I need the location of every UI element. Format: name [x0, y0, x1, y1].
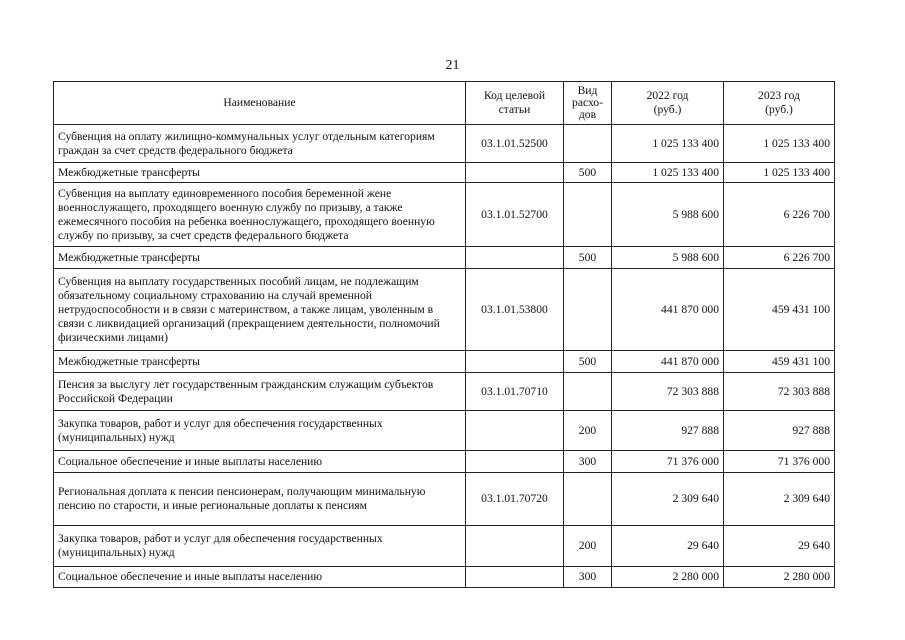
header-name: Наименование: [54, 82, 466, 125]
row-2022: 2 280 000: [612, 567, 724, 588]
row-2023: 6 226 700: [724, 183, 835, 247]
row-name: Субвенция на оплату жилищно-коммунальных услуг отдельным категориям граждан за счет средств федерального бюджета: [54, 125, 466, 163]
table-row: [54, 451, 835, 473]
table-row: [54, 567, 835, 588]
row-vid: 500: [564, 351, 612, 373]
row-2022: 29 640: [612, 526, 724, 567]
row-2022: 5 988 600: [612, 183, 724, 247]
row-name: Межбюджетные трансферты: [54, 351, 466, 373]
table-row: [54, 163, 835, 183]
table-row: [54, 247, 835, 269]
row-code: [466, 247, 564, 269]
row-code: [466, 526, 564, 567]
header-vid: Вид расхо-дов: [564, 82, 612, 125]
header-2022: 2022 год (руб.): [612, 82, 724, 125]
table-row: [54, 526, 835, 567]
row-code: 03.1.01.70710: [466, 373, 564, 411]
row-2023: 2 309 640: [724, 473, 835, 526]
row-2022: 71 376 000: [612, 451, 724, 473]
row-vid: [564, 473, 612, 526]
row-code: 03.1.01.53800: [466, 269, 564, 351]
row-code: [466, 411, 564, 451]
table-row: [54, 183, 835, 247]
row-2022: 72 303 888: [612, 373, 724, 411]
row-2022: 2 309 640: [612, 473, 724, 526]
row-2023: 1 025 133 400: [724, 163, 835, 183]
table-row: [54, 373, 835, 411]
header-code: Код целевой статьи: [466, 82, 564, 125]
table-header-row: [54, 82, 835, 125]
row-code: 03.1.01.70720: [466, 473, 564, 526]
row-name: Закупка товаров, работ и услуг для обеспечения государственных (муниципальных) нужд: [54, 411, 466, 451]
row-vid: [564, 183, 612, 247]
table-row: [54, 411, 835, 451]
row-name: Межбюджетные трансферты: [54, 247, 466, 269]
row-name: Социальное обеспечение и иные выплаты населению: [54, 567, 466, 588]
row-vid: 500: [564, 163, 612, 183]
table-row: [54, 125, 835, 163]
header-2023: 2023 год (руб.): [724, 82, 835, 125]
row-code: [466, 163, 564, 183]
row-vid: 500: [564, 247, 612, 269]
row-name: Межбюджетные трансферты: [54, 163, 466, 183]
page-number: 21: [445, 58, 460, 73]
row-vid: 200: [564, 411, 612, 451]
row-name: Пенсия за выслугу лет государственным гражданским служащим субъектов Российской Федерации: [54, 373, 466, 411]
row-2023: 71 376 000: [724, 451, 835, 473]
row-name: Закупка товаров, работ и услуг для обеспечения государственных (муниципальных) нужд: [54, 526, 466, 567]
row-2022: 441 870 000: [612, 351, 724, 373]
row-2023: 2 280 000: [724, 567, 835, 588]
row-vid: 300: [564, 451, 612, 473]
row-2023: 927 888: [724, 411, 835, 451]
row-2023: 459 431 100: [724, 351, 835, 373]
row-2023: 72 303 888: [724, 373, 835, 411]
row-name: Региональная доплата к пенсии пенсионерам, получающим минимальную пенсию по старости, и иные региональные доплаты к пенсиям: [54, 473, 466, 526]
row-code: [466, 351, 564, 373]
row-code: 03.1.01.52500: [466, 125, 564, 163]
row-code: [466, 451, 564, 473]
row-2022: 5 988 600: [612, 247, 724, 269]
row-code: 03.1.01.52700: [466, 183, 564, 247]
row-name: Субвенция на выплату государственных пособий лицам, не подлежащим обязательному социальному страхованию на случай временной нетрудоспособности и в связи с материнством, а также лицам, уволенным в связи с ликвидацией организаций (прекращением деятельности, полномочий физическими лицами): [54, 269, 466, 351]
row-2023: 1 025 133 400: [724, 125, 835, 163]
row-2022: 441 870 000: [612, 269, 724, 351]
budget-table: [53, 81, 835, 588]
table-row: [54, 351, 835, 373]
row-code: [466, 567, 564, 588]
row-2022: 1 025 133 400: [612, 125, 724, 163]
row-vid: [564, 269, 612, 351]
table-row: [54, 269, 835, 351]
row-2023: 459 431 100: [724, 269, 835, 351]
row-2023: 29 640: [724, 526, 835, 567]
row-vid: 200: [564, 526, 612, 567]
table-row: [54, 473, 835, 526]
row-name: Социальное обеспечение и иные выплаты населению: [54, 451, 466, 473]
row-2022: 927 888: [612, 411, 724, 451]
row-vid: [564, 125, 612, 163]
row-vid: 300: [564, 567, 612, 588]
row-2023: 6 226 700: [724, 247, 835, 269]
row-name: Субвенция на выплату единовременного пособия беременной жене военнослужащего, проходящего военную службу по призыву, а также ежемесячного пособия на ребенка военнослужащего, проходящего военную службу по призыву, за счет средств федерального бюджета: [54, 183, 466, 247]
row-2022: 1 025 133 400: [612, 163, 724, 183]
row-vid: [564, 373, 612, 411]
